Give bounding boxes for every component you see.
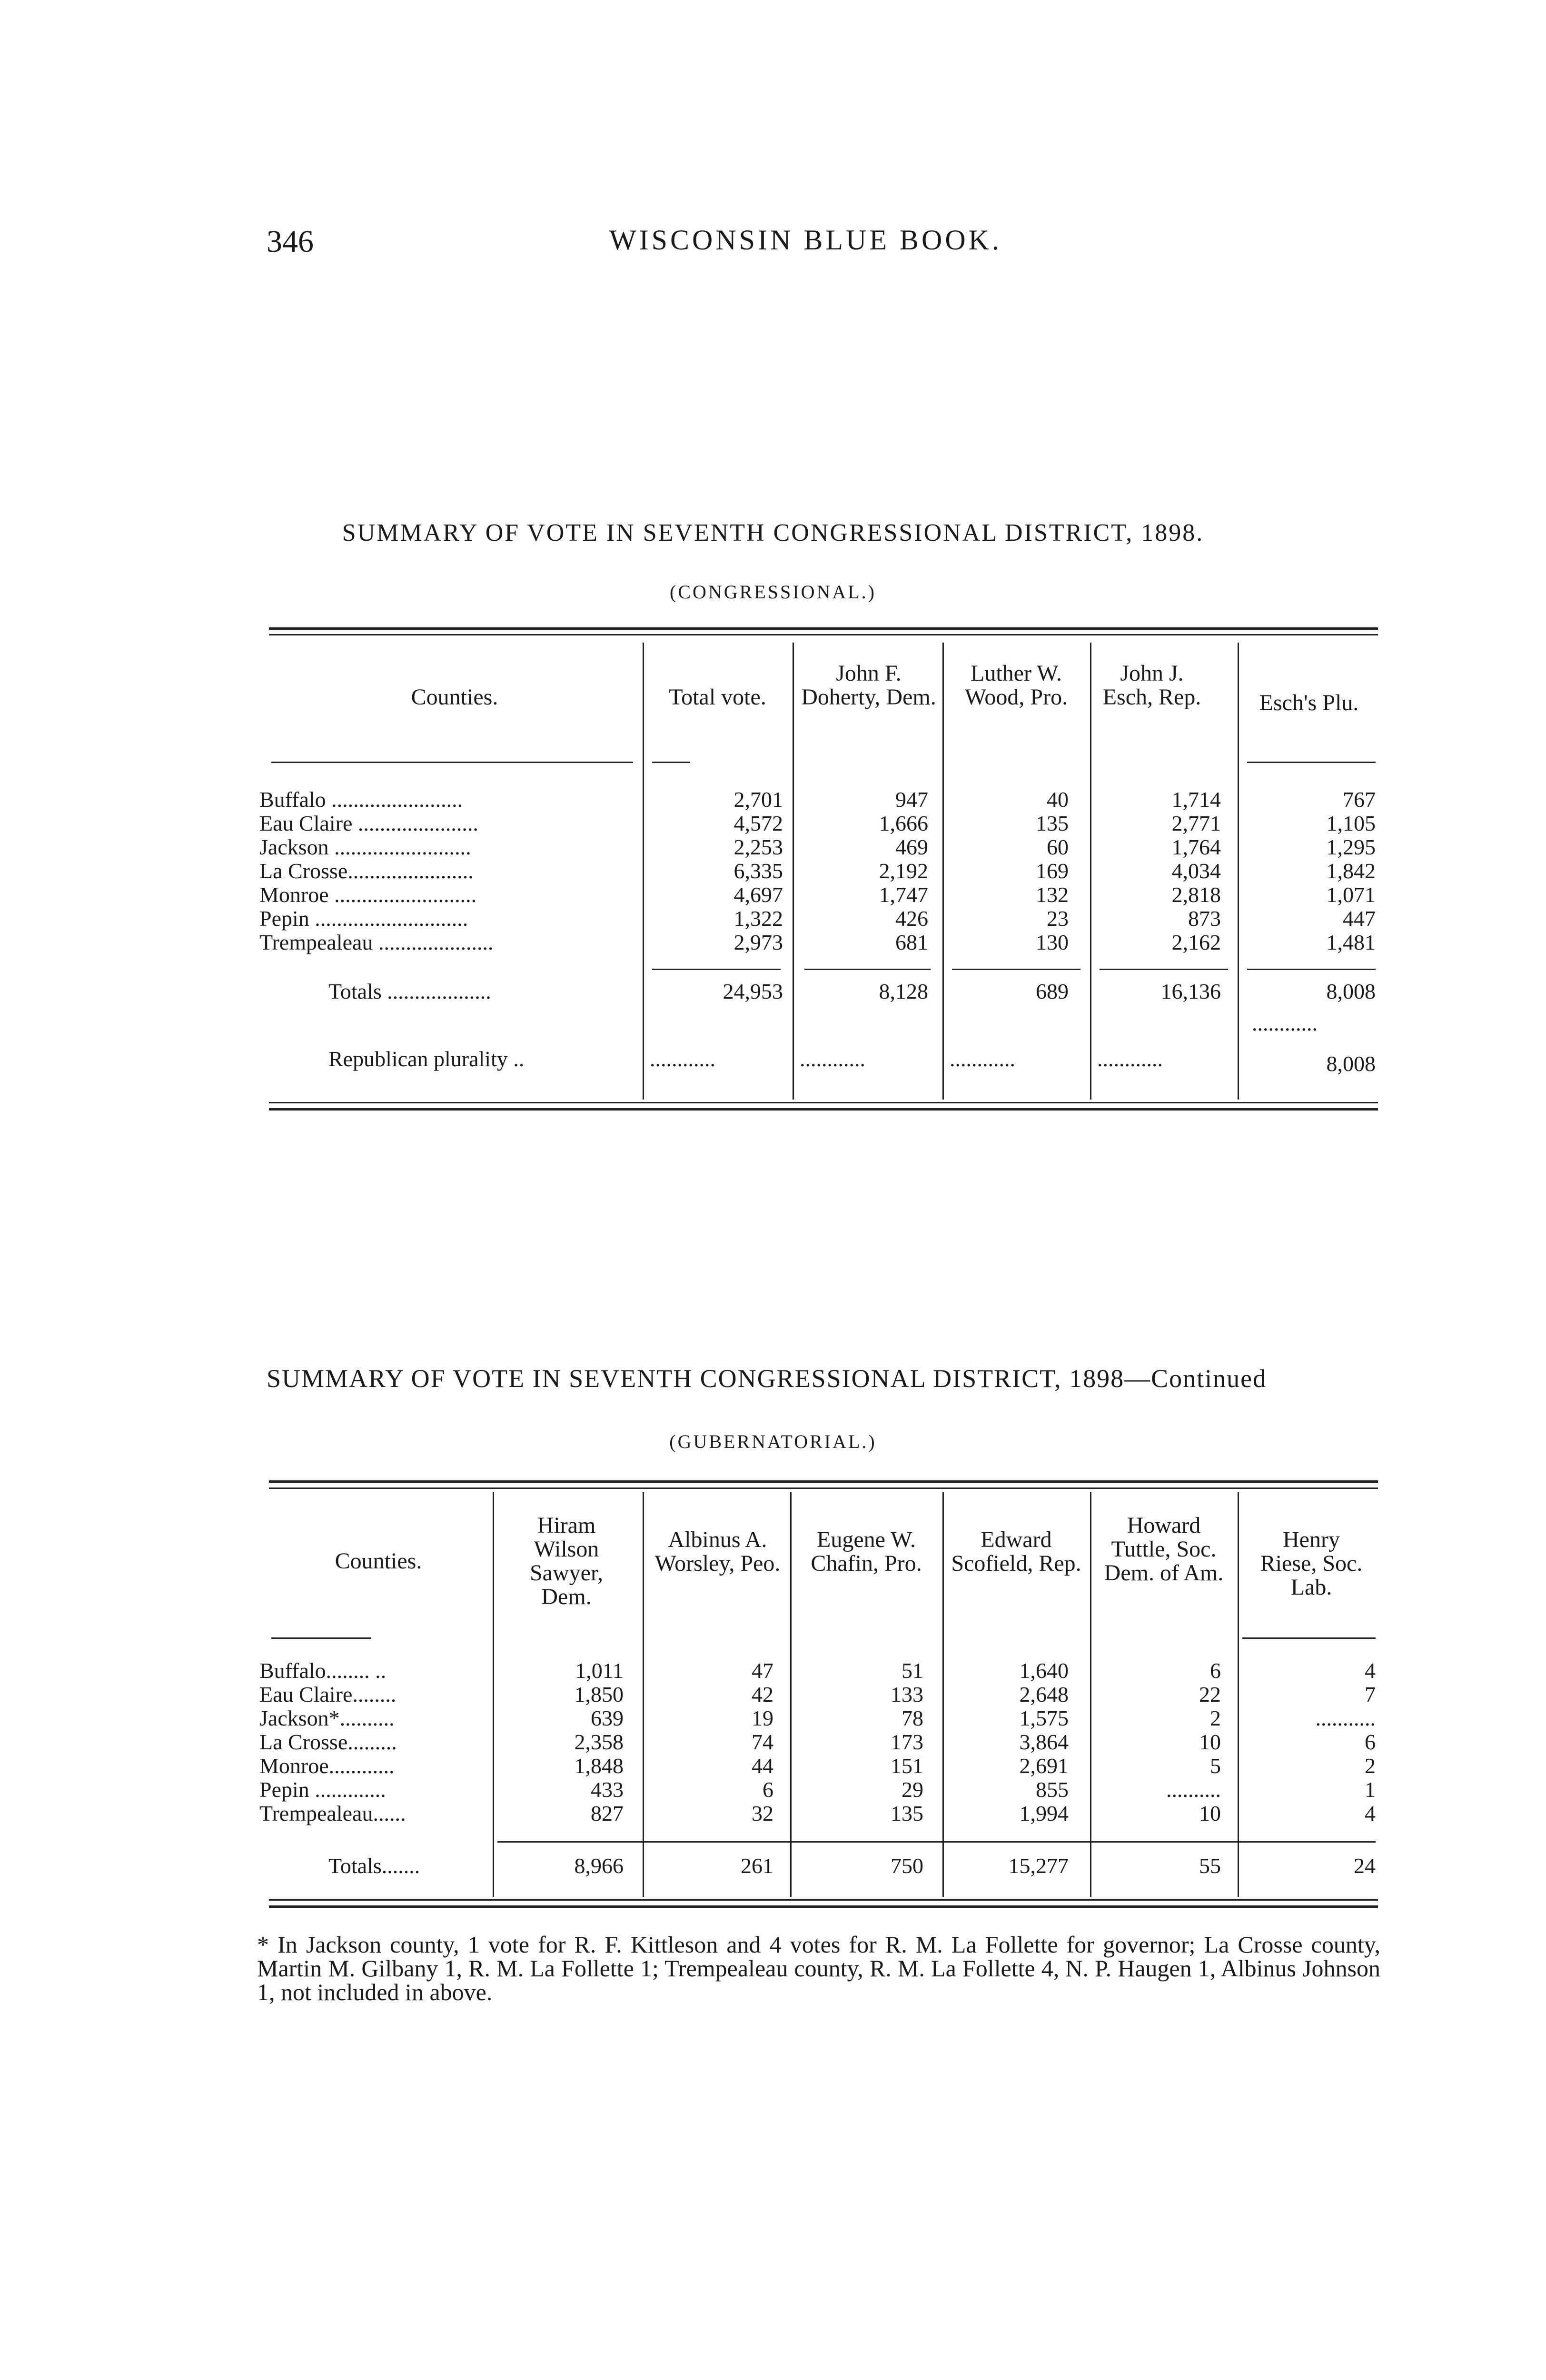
wood-vote: 40 [1047,787,1069,812]
chafin-vote: 750 [891,1854,923,1878]
worsley-vote: 74 [752,1730,773,1754]
table1-col-divider [643,643,644,1100]
table2-title: SUMMARY OF VOTE IN SEVENTH CONGRESSIONAL DISTRICT, 1898—Continued [267,1364,1267,1393]
table2-subtitle: (GUBERNATORIAL.) [669,1431,877,1452]
esch-plurality: 1,481 [1326,930,1376,954]
county-name: Trempealeau ..................... [259,931,494,954]
doherty-vote: 8,128 [879,979,928,1003]
table2-bottom-rule [269,1899,1378,1901]
table2-header-scofield: Edward Scofield, Rep. [951,1527,1081,1576]
riese-vote: 4 [1365,1658,1376,1683]
tuttle-vote: 22 [1199,1682,1221,1706]
plurality-label: Republican plurality .. [328,1047,525,1071]
plurality-blank: ............ [950,1047,1015,1071]
esch-vote: 2,771 [1171,811,1221,835]
worsley-vote: 261 [741,1854,773,1878]
worsley-vote: 44 [752,1754,773,1778]
table2-col-divider [1238,1492,1239,1897]
doherty-vote: 426 [895,906,928,931]
table1-header-esch: John J. Esch, Rep. [1102,661,1201,710]
chafin-vote: 151 [891,1754,923,1778]
wood-vote: 689 [1036,979,1069,1003]
table1-header-total: Total vote. [669,684,766,710]
sawyer-vote: 8,966 [574,1854,624,1878]
table1-top-rule-2 [269,634,1378,635]
total-vote: 6,335 [733,859,783,883]
total-vote: 24,953 [723,979,783,1003]
table1-title: SUMMARY OF VOTE IN SEVENTH CONGRESSIONAL DISTRICT, 1898. [342,519,1204,546]
sawyer-vote: 1,011 [575,1658,624,1683]
county-name: Pepin ............................ [259,907,468,931]
esch-vote: 4,034 [1171,859,1221,883]
table2-top-rule [269,1480,1378,1483]
table2-col-divider [493,1492,494,1897]
table1-header-rule [271,762,633,763]
esch-plurality: 1,842 [1326,859,1376,883]
table2-col-divider [643,1492,644,1897]
tuttle-vote: 6 [1210,1658,1221,1683]
table2-header-rule [1242,1637,1376,1639]
table1-sum-rule [952,969,1080,970]
riese-vote: 4 [1365,1801,1376,1825]
tuttle-vote: .......... [1166,1777,1221,1802]
esch-vote: 16,136 [1160,979,1221,1003]
wood-vote: 169 [1036,859,1069,883]
table2-sum-rule [497,1841,1376,1843]
scofield-vote: 15,277 [1008,1854,1069,1878]
table1-header-plurality: Esch's Plu. [1259,690,1359,715]
chafin-vote: 173 [891,1730,923,1754]
riese-vote: 24 [1354,1854,1376,1878]
doherty-vote: 947 [895,787,928,812]
table2-header-worsley: Albinus A. Worsley, Peo. [654,1527,781,1576]
doherty-vote: 1,747 [879,883,928,907]
table1-col-divider [793,643,794,1100]
total-vote: 2,973 [733,930,783,954]
table1-header-rule [1247,762,1376,763]
table2-top-rule-2 [269,1488,1378,1489]
esch-plurality: 767 [1343,787,1376,812]
sawyer-vote: 639 [591,1706,624,1730]
county-name: Jackson*.......... [259,1706,395,1730]
table1-header-wood: Luther W. Wood, Pro. [964,661,1068,710]
table2-header-rule [271,1637,371,1639]
table2-header-riese: Henry Riese, Soc. Lab. [1260,1527,1363,1600]
table2-col-divider [1090,1492,1091,1897]
table2-header-sawyer: Hiram Wilson Sawyer, Dem. [529,1513,604,1609]
table1-sum-rule [804,969,931,970]
table1-subtitle: (CONGRESSIONAL.) [670,581,876,603]
table1-header-doherty: John F. Doherty, Dem. [801,661,936,710]
scofield-vote: 2,691 [1019,1754,1069,1778]
riese-vote: 1 [1365,1777,1376,1802]
table1-col-divider [942,643,944,1100]
table1-header-counties: Counties. [411,684,498,710]
doherty-vote: 2,192 [879,859,928,883]
esch-plurality: 1,295 [1326,835,1376,859]
worsley-vote: 42 [752,1682,773,1706]
table1-bottom-rule-2 [269,1108,1378,1111]
tuttle-vote: 2 [1210,1706,1221,1730]
tuttle-vote: 55 [1199,1854,1221,1878]
republican-plurality: 8,008 [1326,1051,1376,1076]
county-name: Buffalo........ .. [259,1659,386,1683]
esch-plurality: 447 [1343,906,1376,931]
scofield-vote: 1,640 [1019,1658,1069,1683]
doherty-vote: 469 [895,835,928,859]
total-vote: 2,253 [733,835,783,859]
esch-vote: 1,714 [1171,787,1221,812]
table1-sum-rule [652,969,781,970]
totals-label: Totals ................... [328,979,491,1003]
county-name: Trempealeau...... [259,1802,406,1825]
worsley-vote: 6 [763,1777,773,1802]
sawyer-vote: 1,850 [574,1682,624,1706]
table1-col-divider [1090,643,1091,1100]
table1-header-rule [652,762,690,763]
riese-vote: 7 [1365,1682,1376,1706]
wood-vote: 23 [1047,906,1069,931]
table1-sum-rule [1100,969,1228,970]
sawyer-vote: 433 [591,1777,624,1802]
esch-plurality: 1,071 [1326,883,1376,907]
riese-vote: 6 [1365,1730,1376,1754]
tuttle-vote: 5 [1210,1754,1221,1778]
worsley-vote: 19 [752,1706,773,1730]
esch-vote: 873 [1188,906,1221,931]
plurality-blank: ............ [1252,1011,1318,1035]
worsley-vote: 32 [752,1801,773,1825]
county-name: Eau Claire ...................... [259,812,478,835]
scofield-vote: 855 [1036,1777,1069,1802]
total-vote: 4,697 [733,883,783,907]
chafin-vote: 29 [902,1777,923,1802]
doherty-vote: 681 [895,930,928,954]
scofield-vote: 2,648 [1019,1682,1069,1706]
running-head: WISCONSIN BLUE BOOK. [609,224,1002,256]
table1-bottom-rule [269,1102,1378,1103]
scofield-vote: 1,994 [1019,1801,1069,1825]
sawyer-vote: 1,848 [574,1754,624,1778]
table1-top-rule [269,627,1378,630]
footnote: * In Jackson county, 1 vote for R. F. Kittleson and 4 votes for R. M. La Follette for governor; La Crosse county, Martin M. Gilbany 1, R. M. La Follette 1; Trempealeau county, R. M. La Follette 4, N. P. Haugen 1, Albinus Johnson 1, not included in above. [257,1931,1380,2005]
plurality-blank: ............ [1097,1047,1163,1071]
table2-col-divider [942,1492,944,1897]
worsley-vote: 47 [752,1658,773,1683]
plurality-blank: ............ [800,1047,865,1071]
chafin-vote: 135 [891,1801,923,1825]
doherty-vote: 1,666 [879,811,928,835]
county-name: Eau Claire........ [259,1683,396,1706]
riese-vote: ........... [1315,1706,1376,1730]
total-vote: 2,701 [733,787,783,812]
wood-vote: 135 [1036,811,1069,835]
esch-plurality: 1,105 [1326,811,1376,835]
page-number: 346 [267,224,314,259]
table1-sum-rule [1247,969,1376,970]
wood-vote: 130 [1036,930,1069,954]
table2-bottom-rule-2 [269,1905,1378,1908]
sawyer-vote: 827 [591,1801,624,1825]
table2-header-chafin: Eugene W. Chafin, Pro. [811,1527,922,1576]
county-name: Pepin ............. [259,1778,386,1802]
wood-vote: 60 [1047,835,1069,859]
plurality-blank: ............ [650,1047,715,1071]
riese-vote: 2 [1365,1754,1376,1778]
county-name: Monroe............ [259,1754,395,1778]
sawyer-vote: 2,358 [574,1730,624,1754]
chafin-vote: 133 [891,1682,923,1706]
scofield-vote: 3,864 [1019,1730,1069,1754]
table2-header-counties: Counties. [335,1548,422,1574]
esch-vote: 2,162 [1171,930,1221,954]
chafin-vote: 51 [902,1658,923,1683]
scofield-vote: 1,575 [1019,1706,1069,1730]
total-vote: 1,322 [733,906,783,931]
esch-vote: 2,818 [1171,883,1221,907]
county-name: La Crosse....................... [259,859,474,883]
esch-vote: 1,764 [1171,835,1221,859]
total-vote: 4,572 [733,811,783,835]
esch-plurality: 8,008 [1326,979,1376,1003]
chafin-vote: 78 [902,1706,923,1730]
tuttle-vote: 10 [1199,1730,1221,1754]
county-name: Monroe .......................... [259,883,477,907]
county-name: La Crosse......... [259,1730,397,1754]
table2-header-tuttle: Howard Tuttle, Soc. Dem. of Am. [1104,1513,1224,1586]
county-name: Jackson ......................... [259,835,471,859]
county-name: Buffalo ........................ [259,788,463,812]
tuttle-vote: 10 [1199,1801,1221,1825]
totals-label: Totals....... [328,1854,420,1878]
wood-vote: 132 [1036,883,1069,907]
